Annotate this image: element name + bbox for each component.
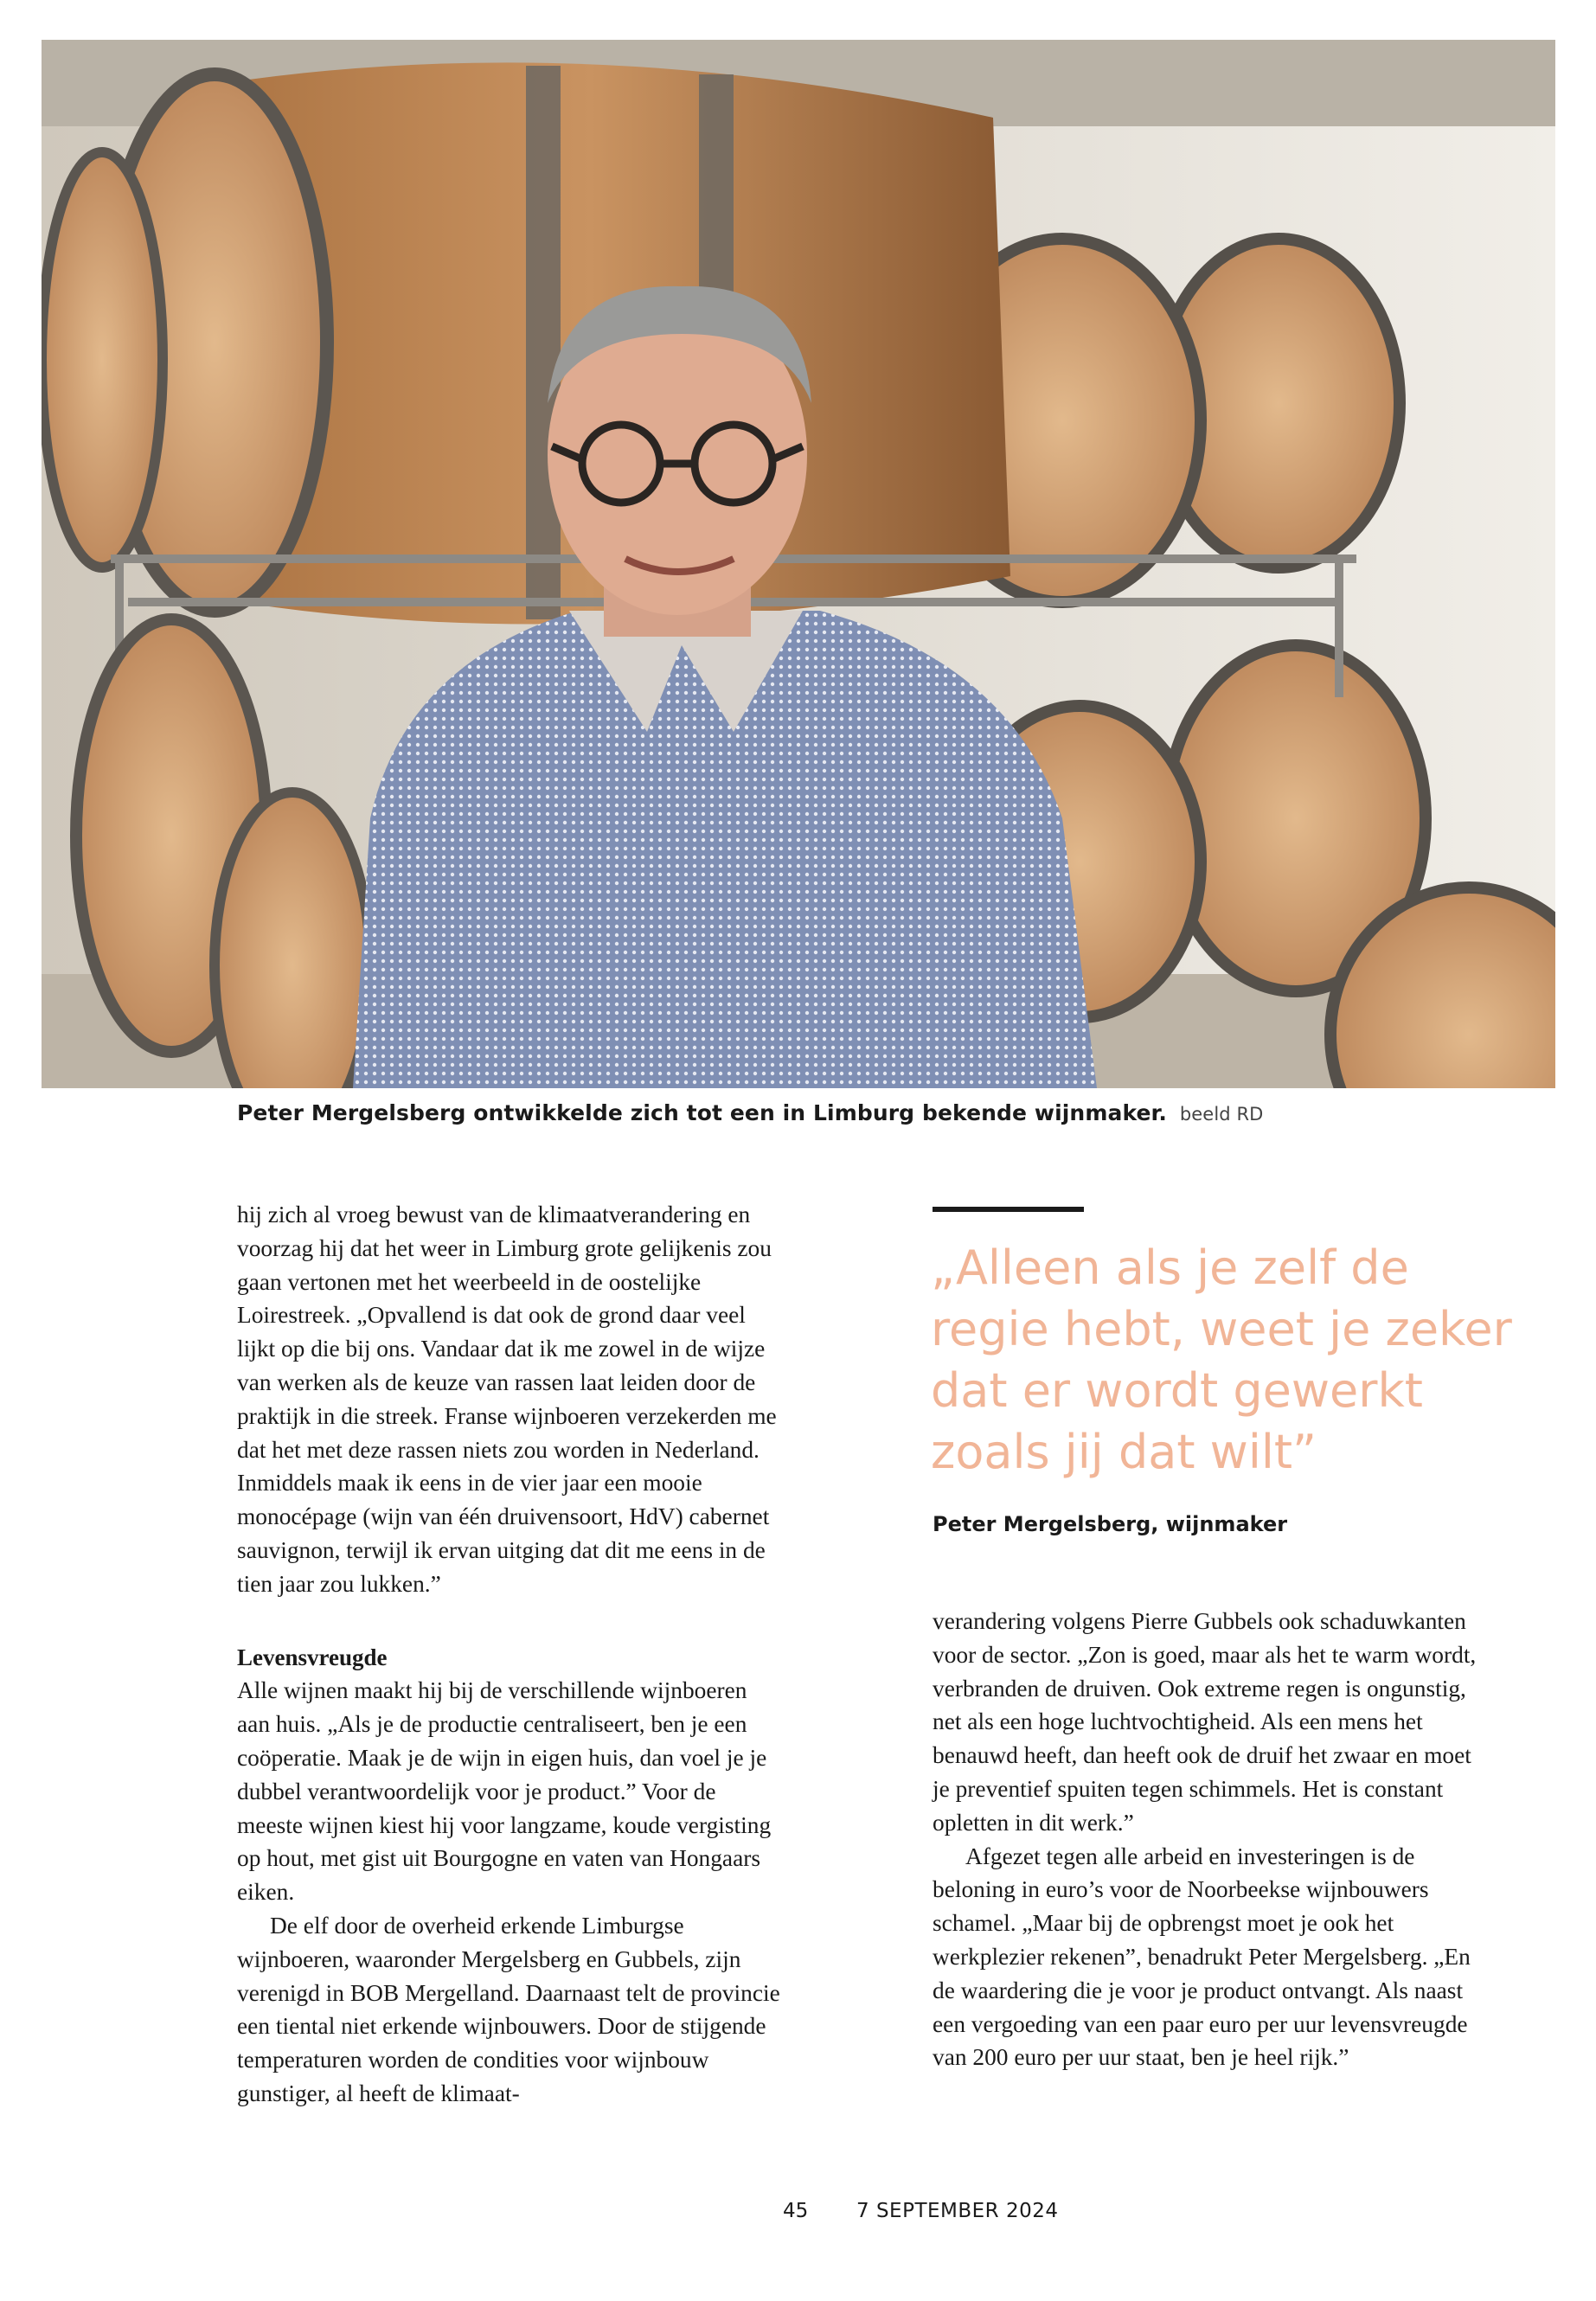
right-paragraph-1: verandering volgens Pierre Gubbels ook schaduwkanten voor de sector. „Zon is goed, maar als het te warm wordt, verbranden de druiven. Ook extreme regen is ongunstig, net als een hoge luchtvochtigheid. Als een mens het benauwd heeft, dan heeft ook de druif het zwaar en moet je preventief spuiten tegen schimmels. Het is constant opletten in dit werk.” — [933, 1608, 1477, 1836]
article-photo — [42, 40, 1555, 1088]
quote-attribution: Peter Mergelsberg, wijnmaker — [933, 1512, 1288, 1536]
pull-quote: „Alleen als je zelf de regie hebt, weet je zeker dat er wordt gewerkt zoals jij dat wilt” — [931, 1240, 1512, 1479]
photo-caption — [237, 1100, 1448, 1125]
quote-rule — [933, 1207, 1084, 1212]
page-number: 45 — [783, 2200, 809, 2222]
left-paragraph-1: hij zich al vroeg bewust van de klimaatverandering en voorzag hij dat het weer in Limburg grote gelijkenis zou gaan vertonen met het weerbeeld in de oostelijke Loirestreek. „Opvallend is dat ook de grond daar veel lijkt op die bij ons. Vandaar dat ik me zowel in de wijze van werken als de keuze van rassen laat leiden door de praktijk in die streek. Franse wijnboeren verzekerden me dat het met deze rassen niets zou worden in Nederland. Inmiddels maak ik eens in de vier jaar een mooie monocépage (wijn van één druivensoort, HdV) cabernet sauvignon, terwijl ik ervan uitging dat dit me eens in de tien jaar zou lukken.” — [237, 1202, 777, 1597]
caption-text: Peter Mergelsberg ontwikkelde zich tot een in Limburg bekende wijnmaker. — [237, 1100, 1168, 1125]
left-column — [237, 1198, 782, 2111]
section-heading: Levensvreugde — [237, 1644, 388, 1670]
right-paragraph-2: Afgezet tegen alle arbeid en investeringen is de beloning in euro’s voor de Noorbeekse wijnbouwers schamel. „Maar bij de opbrengst moet je ook het werkplezier rekenen”, benadrukt Peter Mergelsberg. „En de waardering die je voor je product ontvangt. Als naast een vergoeding van een paar euro per uur levensvreugde van 200 euro per uur staat, ben je heel rijk.” — [933, 1843, 1471, 2071]
right-column — [933, 1605, 1486, 2074]
left-paragraph-2: Alle wijnen maakt hij bij de verschillende wijnboeren aan huis. „Als je de productie centraliseert, ben je een coöperatie. Maak je de wijn in eigen huis, dan voel je je dubbel verantwoordelijk voor je product.” Voor de meeste wijnen kiest hij voor langzame, koude vergisting op hout, met gist uit Bourgogne en vaten van Hongaars eiken. — [237, 1677, 772, 1906]
wine-cellar-illustration — [42, 40, 1555, 1088]
photo-credit: beeld RD — [1179, 1104, 1264, 1125]
issue-date: 7 SEPTEMBER 2024 — [856, 2200, 1059, 2222]
left-paragraph-3: De elf door de overheid erkende Limburgse wijnboeren, waaronder Mergelsberg en Gubbels, zijn verenigd in BOB Mergelland. Daarnaast telt de provincie een tiental niet erkende wijnbouwers. Door de stijgende temperaturen worden de condities voor wijnbouw gunstiger, al heeft de klimaat- — [237, 1912, 780, 2106]
